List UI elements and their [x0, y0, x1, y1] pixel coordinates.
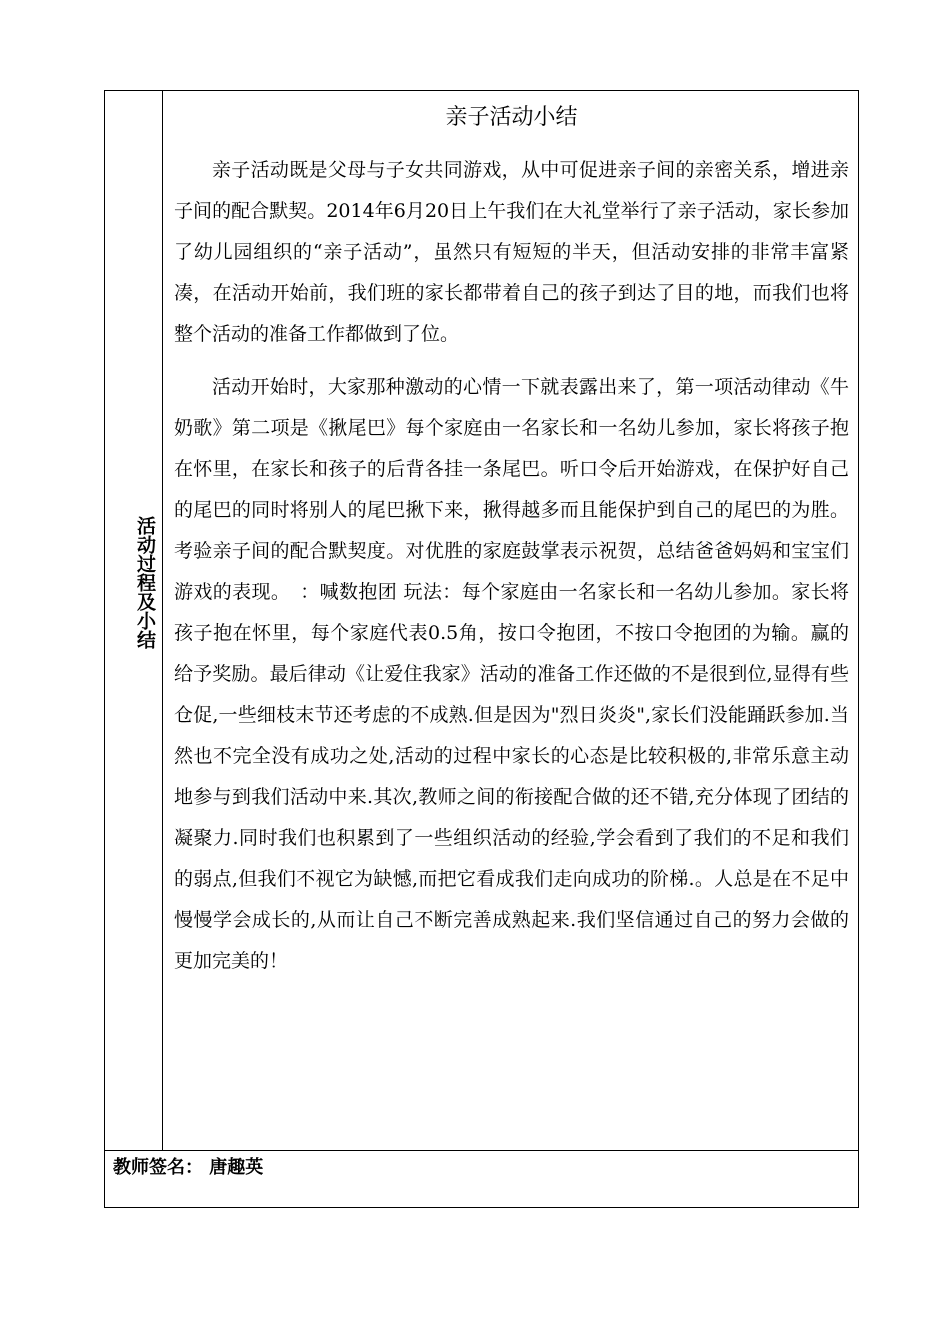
- teacher-signature: 教师签名： 唐趣英: [105, 1150, 858, 1207]
- report-table: [104, 90, 859, 1208]
- paragraph-process: 活动开始时，大家那种激动的心情一下就表露出来了，第一项活动律动《牛奶歌》第二项是《揪尾巴》每个家庭由一名家长和一名幼儿参加，家长将孩子抱在怀里，在家长和孩子的后背各挂一条尾巴。听口令后开始游戏，在保护好自己的尾巴的同时将别人的尾巴揪下来，揪得越多而且能保护到自己的尾巴的为胜。考验亲子间的配合默契度。对优胜的家庭鼓掌表示祝贺，总结爸爸妈妈和宝宝们游戏的表现。 ：喊数抱团 玩法：每个家庭由一名家长和一名幼儿参加。家长将孩子抱在怀里，每个家庭代表0.5角，按口令抱团，不按口令抱团的为输。赢的给予奖励。最后律动《让爱住我家》活动的准备工作还做的不是很到位,显得有些仓促,一些细枝末节还考虑的不成熟.但是因为"烈日炎炎",家长们没能踊跃参加.当然也不完全没有成功之处,活动的过程中家长的心态是比较积极的,非常乐意主动地参与到我们活动中来.其次,教师之间的衔接配合做的还不错,充分体现了团结的凝聚力.同时我们也积累到了一些组织活动的经验,学会看到了我们的不足和我们的弱点,但我们不视它为缺憾,而把它看成我们走向成功的阶梯.。人总是在不足中慢慢学会成长的,从而让自己不断完善成熟起来.我们坚信通过自己的努力会做的更加完美的！: [174, 376, 849, 972]
- content-cell: [163, 91, 858, 1150]
- page-title: 亲子活动小结: [445, 105, 578, 130]
- side-label: 活动过程及小结: [134, 515, 156, 649]
- side-label-cell: [105, 91, 163, 1150]
- paragraph-intro: 亲子活动既是父母与子女共同游戏，从中可促进亲子间的亲密关系，增进亲子间的配合默契。2014年6月20日上午我们在大礼堂举行了亲子活动，家长参加了幼儿园组织的“亲子活动”，虽然只有短短的半天，但活动安排的非常丰富紧凑，在活动开始前，我们班的家长都带着自己的孩子到达了目的地，而我们也将整个活动的准备工作都做到了位。: [174, 159, 849, 345]
